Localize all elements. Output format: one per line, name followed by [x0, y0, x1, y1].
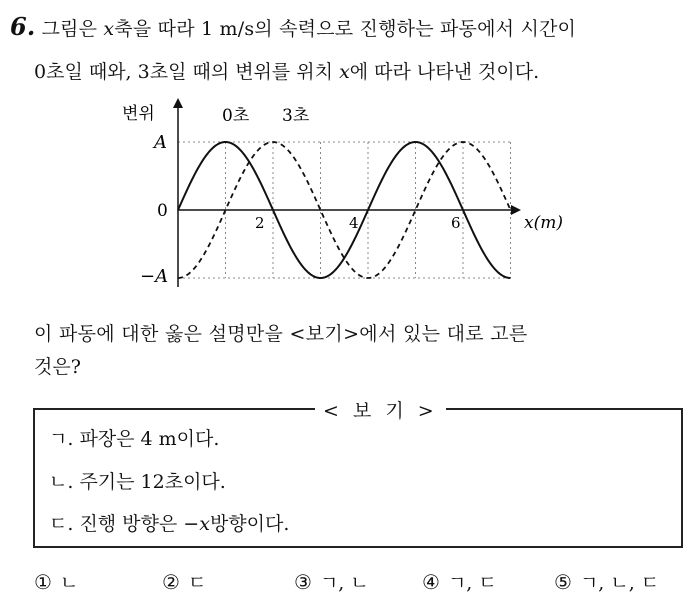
statement-mark: ㄱ. [49, 428, 80, 450]
bogi-statement-1 [49, 424, 219, 451]
y-tick-0: 0 [157, 201, 168, 221]
prompt-line-1: 이 파동에 대한 옳은 설명만을 <보기>에서 있는 대로 고른 [34, 323, 528, 345]
statement-text: 방향이다. [209, 513, 290, 535]
statement-mark: ㄷ. [49, 513, 80, 535]
choice-number: ④ [422, 570, 440, 594]
choice-number: ② [162, 570, 180, 594]
statement-text: 파장은 4 m이다. [79, 428, 220, 450]
statement-text: 주기는 12초이다. [79, 471, 226, 493]
y-tick-neg-A: −A [140, 266, 169, 287]
bogi-title: < 보 기 > [315, 396, 446, 423]
question-text-part: 축을 따라 1 m/s의 속력으로 진행하는 파동에서 시간이 [114, 18, 577, 40]
y-axis-arrow [173, 98, 183, 108]
question-line-2 [34, 57, 539, 84]
choice-label: ㄱ, ㄴ, ㄷ [579, 572, 660, 594]
choice-2[interactable] [162, 568, 206, 595]
choice-label: ㄱ, ㄷ [447, 572, 497, 594]
wave-graph [112, 92, 592, 292]
choice-number: ⑤ [554, 570, 572, 594]
question-text-part: 그림은 [41, 18, 104, 40]
statement-text: 진행 방향은 − [79, 513, 200, 535]
choice-label: ㄷ [187, 572, 207, 594]
bogi-statement-3 [49, 509, 289, 536]
x-tick-6: 6 [451, 214, 461, 232]
y-tick-A: A [154, 132, 167, 153]
question-text-part: 에 따라 나타낸 것이다. [349, 61, 540, 83]
bogi-box [33, 400, 683, 548]
choice-4[interactable] [422, 568, 497, 595]
question-variable: x [103, 18, 115, 40]
choice-3[interactable] [294, 568, 369, 595]
answer-choices [34, 568, 694, 598]
prompt-line-2: 것은? [34, 356, 81, 378]
legend-label-3s: 3초 [282, 106, 310, 126]
x-axis-label: x(m) [524, 213, 563, 233]
question-text-part: 0초일 때와, 3초일 때의 변위를 위치 [34, 61, 340, 83]
question-line-1 [10, 12, 690, 44]
choice-number: ③ [294, 570, 312, 594]
choice-5[interactable] [554, 568, 659, 595]
choice-label: ㄱ, ㄴ [319, 572, 369, 594]
x-axis-arrow [511, 205, 521, 215]
bogi-statement-2 [49, 467, 226, 494]
x-tick-2: 2 [255, 214, 265, 232]
choice-number: ① [34, 570, 52, 594]
legend-label-0s: 0초 [222, 106, 250, 126]
statement-variable: x [199, 513, 210, 535]
choice-label: ㄴ [59, 572, 79, 594]
choice-1[interactable] [34, 568, 78, 595]
statement-mark: ㄴ. [49, 471, 80, 493]
question-number: 6. [10, 12, 36, 41]
question-variable: x [339, 61, 350, 83]
y-axis-label: 변위 [122, 104, 155, 124]
x-tick-4: 4 [349, 214, 359, 232]
